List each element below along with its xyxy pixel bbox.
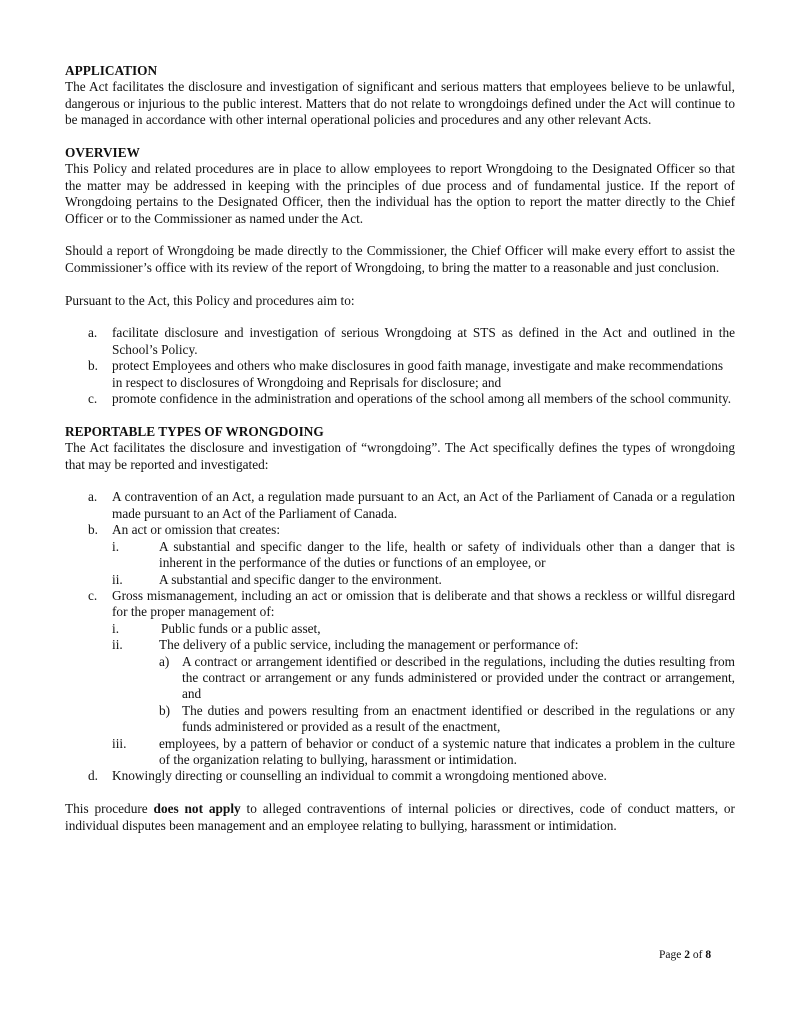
overview-heading: OVERVIEW (65, 145, 140, 161)
sub-sub-list-item (159, 703, 735, 736)
sub-list-item (112, 539, 735, 572)
list-marker: a. (88, 489, 98, 505)
application-section (65, 63, 735, 129)
list-item (88, 588, 735, 621)
wrongdoing-list (65, 489, 735, 784)
sub-sub-list-item (159, 654, 735, 703)
reportable-intro: The Act facilitates the disclosure and investigation of “wrongdoing”. The Act specifically defines the types of wrongdoing that may be reported and investigated: (65, 440, 735, 472)
list-marker: ii. (112, 637, 123, 653)
list-item-text: The delivery of a public service, including the management or performance of: (159, 637, 579, 653)
list-marker: c. (88, 391, 98, 407)
reportable-heading: REPORTABLE TYPES OF WRONGDOING (65, 423, 324, 439)
sublist-b (88, 539, 735, 588)
list-marker: i. (112, 620, 120, 636)
list-item (88, 489, 735, 522)
list-item-text: protect Employees and others who make disclosures in good faith manage, investigate and make recommendations in respect to disclosures of Wrongdoing and Reprisals for disclosure; and (112, 358, 724, 390)
list-item (88, 358, 735, 391)
page-content (65, 63, 735, 834)
list-marker: iii. (112, 735, 127, 751)
list-item (88, 325, 735, 358)
list-marker: i. (112, 538, 120, 554)
list-item-text: A substantial and specific danger to the environment. (159, 571, 442, 587)
application-text: The Act facilitates the disclosure and investigation of significant and serious matters that employees believe to be unlawful, dangerous or injurious to the public interest. Matters that do not relate to wrongdoings defined under the Act will continue to be managed in accordance with other internal operational policies and procedures and any other relevant Acts. (65, 79, 735, 128)
list-marker: b. (88, 358, 98, 374)
list-marker: b. (88, 522, 98, 538)
sub-list-item (88, 621, 735, 637)
list-item-text: A contract or arrangement identified or described in the regulations, including the duties resulting from the contract or arrangement or any funds administered or provided under the contract or arrangement, and (182, 653, 735, 702)
overview-paragraph-1: This Policy and related procedures are in place to allow employees to report Wrongdoing to the Designated Officer so that the matter may be addressed in keeping with the principles of due process and of fundamental justice. If the report of Wrongdoing pertains to the Designated Officer, then the individual has the option to report the matter directly to the Chief Officer or to the Commissioner as named under the Act. (65, 161, 735, 226)
list-marker: c. (88, 587, 98, 603)
list-marker: b) (159, 702, 171, 718)
application-heading: APPLICATION (65, 63, 158, 78)
sub-list-item (112, 572, 735, 588)
list-item-text: A contravention of an Act, a regulation made pursuant to an Act, an Act of the Parliament of Canada or a regulation made pursuant to an Act of the Parliament of Canada. (112, 489, 735, 521)
page-number: Page 2 of 8 (659, 949, 712, 961)
list-item-text: A substantial and specific danger to the life, health or safety of individuals other than a danger that is inherent in the performance of the duties or functions of an employee, or (159, 538, 735, 571)
applicability-note: This procedure does not apply to alleged contraventions of internal policies or directives, code of conduct matters, or individual disputes been management and an employee relating to bullying, harassment or intimidation. (65, 801, 735, 833)
list-item-text: promote confidence in the administration and operations of the school among all members of the school community. (112, 391, 732, 407)
list-item-text: Knowingly directing or counselling an individual to commit a wrongdoing mentioned above. (112, 768, 607, 784)
list-item-text: Public funds or a public asset, (161, 620, 321, 636)
list-marker: ii. (112, 571, 123, 587)
list-marker: a. (88, 325, 98, 341)
sub-list-item (88, 736, 735, 769)
list-item-text: An act or omission that creates: (112, 522, 281, 538)
list-item-text: facilitate disclosure and investigation of serious Wrongdoing at STS as defined in the Act and outlined in the School’s Policy. (112, 325, 735, 357)
list-marker: d. (88, 768, 98, 784)
overview-paragraph-2: Should a report of Wrongdoing be made directly to the Commissioner, the Chief Officer will make every effort to assist the Commissioner’s office with its review of the report of Wrongdoing, to bring the matter to a reasonable and just conclusion. (65, 243, 735, 275)
reportable-section (65, 424, 735, 785)
list-marker: a) (159, 653, 170, 669)
list-item-text: The duties and powers resulting from an enactment identified or described in the regulations or any funds administered or provided as a result of the enactment, (182, 702, 735, 735)
sublist-c (88, 621, 735, 769)
sublist-c-ii (88, 654, 735, 736)
list-item-text: employees, by a pattern of behavior or conduct of a systemic nature that indicates a problem in the culture of the organization relating to bullying, harassment or intimidation. (159, 735, 735, 767)
emphasis: does not apply (153, 801, 241, 817)
list-item-text: Gross mismanagement, including an act or omission that is deliberate and that shows a reckless or willful disregard for the proper management of: (112, 587, 735, 620)
overview-section (65, 145, 735, 407)
aims-list (65, 325, 735, 407)
list-item (88, 768, 735, 784)
sub-list-item (88, 637, 735, 653)
list-item (88, 391, 735, 407)
overview-paragraph-3: Pursuant to the Act, this Policy and procedures aim to: (65, 292, 355, 308)
list-item (88, 522, 735, 538)
